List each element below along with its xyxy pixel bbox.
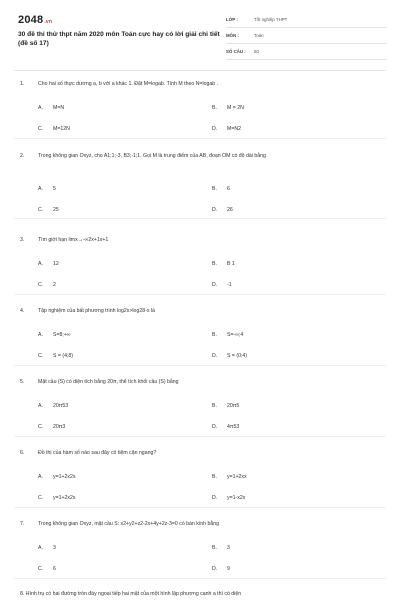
option-text: 20π5 xyxy=(227,403,240,409)
question-1 xyxy=(20,80,380,132)
question-number: 1. xyxy=(20,81,25,87)
answer-option-a[interactable] xyxy=(38,186,56,192)
answer-option-b[interactable] xyxy=(212,261,235,267)
answer-option-a[interactable] xyxy=(38,261,59,267)
option-letter: A. xyxy=(38,105,43,111)
option-letter: A. xyxy=(38,186,43,192)
question-number: 2. xyxy=(20,153,25,159)
answer-option-c[interactable] xyxy=(38,424,65,430)
answer-option-d[interactable] xyxy=(212,353,247,359)
option-text: 6 xyxy=(227,186,230,192)
option-letter: C. xyxy=(38,353,44,359)
option-text: 3 xyxy=(227,545,230,551)
question-stem xyxy=(20,520,380,529)
option-text: 6 xyxy=(53,566,56,572)
question-stem xyxy=(20,307,380,316)
option-letter: D. xyxy=(212,282,218,288)
option-text: -1 xyxy=(227,282,232,288)
question-2 xyxy=(20,152,380,213)
option-letter: B. xyxy=(212,332,217,338)
option-text: 9 xyxy=(227,566,230,572)
question-separator xyxy=(14,507,386,508)
question-stem xyxy=(20,378,380,387)
answer-option-b[interactable] xyxy=(212,545,230,551)
answer-option-d[interactable] xyxy=(212,495,245,501)
answer-option-d[interactable] xyxy=(212,126,241,132)
question-text: Trong không gian Oxyz, cho A1;1;-3, B3;-1;1. Gọi M là trung điểm của AB, đoạn OM có độ dài bằng xyxy=(38,153,266,159)
option-letter: A. xyxy=(38,474,43,480)
logo-suffix: .vn xyxy=(44,19,53,25)
answer-option-b[interactable] xyxy=(212,332,243,338)
meta-label: MÔN : xyxy=(226,33,239,38)
option-letter: B. xyxy=(212,186,217,192)
option-text: y=1+2x2x xyxy=(53,474,76,480)
answer-option-a[interactable] xyxy=(38,332,71,338)
exam-title: 30 đề thi thử thpt năm 2020 môn Toán cực hay có lời giải chi tiết (đề số 17) xyxy=(18,31,220,47)
option-text: 5 xyxy=(53,186,56,192)
question-separator xyxy=(14,218,386,219)
answer-option-a[interactable] xyxy=(38,105,64,111)
option-letter: B. xyxy=(212,105,217,111)
question-stem xyxy=(20,152,380,161)
option-text: S=-∞;4 xyxy=(227,332,244,338)
question-text: Tìm giới hạn limx→-∞2x+1x+1 xyxy=(38,237,109,243)
question-text: Đồ thị của hàm số nào sau đây có tiệm cận ngang? xyxy=(38,450,157,456)
question-stem xyxy=(20,449,380,458)
option-text: 20π53 xyxy=(53,403,69,409)
question-text: Mặt cầu (S) có diện tích bằng 20π, thể tích khối cầu (S) bằng xyxy=(38,379,179,385)
option-letter: D. xyxy=(212,126,218,132)
site-logo[interactable] xyxy=(18,14,52,26)
meta-class xyxy=(226,14,386,28)
meta-count xyxy=(226,46,386,60)
meta-label: LỚP : xyxy=(226,17,238,22)
answer-option-a[interactable] xyxy=(38,545,56,551)
option-text: S=8;+∞ xyxy=(53,332,71,338)
header-divider xyxy=(14,70,386,71)
question-stem xyxy=(20,80,380,89)
option-letter: B. xyxy=(212,403,217,409)
exam-meta xyxy=(226,14,386,62)
question-text: Cho hai số thực dương a, b với a khác 1. Đặt M=logab. Tính M theo N=logab . xyxy=(38,81,219,87)
option-text: 20π3 xyxy=(53,424,66,430)
answer-option-d[interactable] xyxy=(212,424,239,430)
meta-value: Tốt nghiệp THPT xyxy=(254,17,288,22)
answer-option-d[interactable] xyxy=(212,282,232,288)
option-letter: D. xyxy=(212,566,218,572)
answer-option-c[interactable] xyxy=(38,282,56,288)
option-text: 25 xyxy=(53,207,59,213)
answer-option-a[interactable] xyxy=(38,474,76,480)
answer-option-d[interactable] xyxy=(212,566,230,572)
logo-text: 2048 xyxy=(18,14,44,26)
question-separator xyxy=(14,436,386,437)
option-text: S = (4;8) xyxy=(53,353,74,359)
question-4 xyxy=(20,307,380,359)
option-letter: D. xyxy=(212,353,218,359)
option-text: y=1+2x2x xyxy=(53,495,76,501)
question-partial: 8. Hình trụ có hai đường tròn đáy ngoại tiếp hai mặt của một hình lập phương cạnh a thì có diện xyxy=(20,591,242,597)
answer-option-c[interactable] xyxy=(38,126,70,132)
answer-option-a[interactable] xyxy=(38,403,68,409)
answer-option-b[interactable] xyxy=(212,105,244,111)
answer-option-b[interactable] xyxy=(212,403,239,409)
option-letter: A. xyxy=(38,545,43,551)
question-6 xyxy=(20,449,380,501)
question-number: 4. xyxy=(20,308,25,314)
option-text: 26 xyxy=(227,207,233,213)
option-letter: D. xyxy=(212,495,218,501)
question-text: Tập nghiệm của bất phương trình log2x>log28-x là xyxy=(38,308,155,314)
option-text: 3 xyxy=(53,545,56,551)
meta-label: SỐ CÂU : xyxy=(226,49,246,54)
option-text: 4π53 xyxy=(227,424,240,430)
option-text: B 1 xyxy=(227,261,235,267)
option-text: y=1+2xx xyxy=(227,474,247,480)
option-text: M=12N xyxy=(53,126,70,132)
option-letter: C. xyxy=(38,424,44,430)
option-letter: B. xyxy=(212,545,217,551)
question-stem xyxy=(20,236,380,245)
option-letter: A. xyxy=(38,403,43,409)
meta-value: 50 xyxy=(254,49,259,54)
answer-option-b[interactable] xyxy=(212,186,230,192)
option-text: M = 2N xyxy=(227,105,244,111)
question-number: 3. xyxy=(20,237,25,243)
answer-option-c[interactable] xyxy=(38,566,56,572)
option-letter: D. xyxy=(212,424,218,430)
option-text: S = (0;4) xyxy=(227,353,248,359)
question-separator xyxy=(14,294,386,295)
option-letter: C. xyxy=(38,207,44,213)
header xyxy=(18,14,384,60)
meta-subject xyxy=(226,30,386,44)
question-number: 7. xyxy=(20,521,25,527)
option-letter: A. xyxy=(38,332,43,338)
question-number: 5. xyxy=(20,379,25,385)
answer-option-c[interactable] xyxy=(38,495,76,501)
question-separator xyxy=(14,138,386,139)
option-letter: C. xyxy=(38,126,44,132)
question-separator xyxy=(14,578,386,579)
answer-option-b[interactable] xyxy=(212,474,247,480)
question-7 xyxy=(20,520,380,572)
option-text: M=N2 xyxy=(227,126,241,132)
option-text: M=N xyxy=(53,105,65,111)
option-letter: C. xyxy=(38,566,44,572)
answer-option-d[interactable] xyxy=(212,207,233,213)
question-separator xyxy=(14,365,386,366)
question-text: Trong không gian Oxyz, mặt cầu S: x2+y2+z2-2x+4y+2z-3=0 có bán kính bằng xyxy=(38,521,220,527)
question-3 xyxy=(20,236,380,288)
question-5 xyxy=(20,378,380,430)
option-text: y=1-x2x xyxy=(227,495,246,501)
option-letter: C. xyxy=(38,282,44,288)
option-letter: D. xyxy=(212,207,218,213)
option-letter: B. xyxy=(212,261,217,267)
option-letter: B. xyxy=(212,474,217,480)
option-text: 2 xyxy=(53,282,56,288)
answer-option-c[interactable] xyxy=(38,353,73,359)
option-letter: A. xyxy=(38,261,43,267)
answer-option-c[interactable] xyxy=(38,207,59,213)
option-letter: C. xyxy=(38,495,44,501)
question-number: 6. xyxy=(20,450,25,456)
meta-value: Toán xyxy=(254,33,264,38)
option-text: 12 xyxy=(53,261,59,267)
